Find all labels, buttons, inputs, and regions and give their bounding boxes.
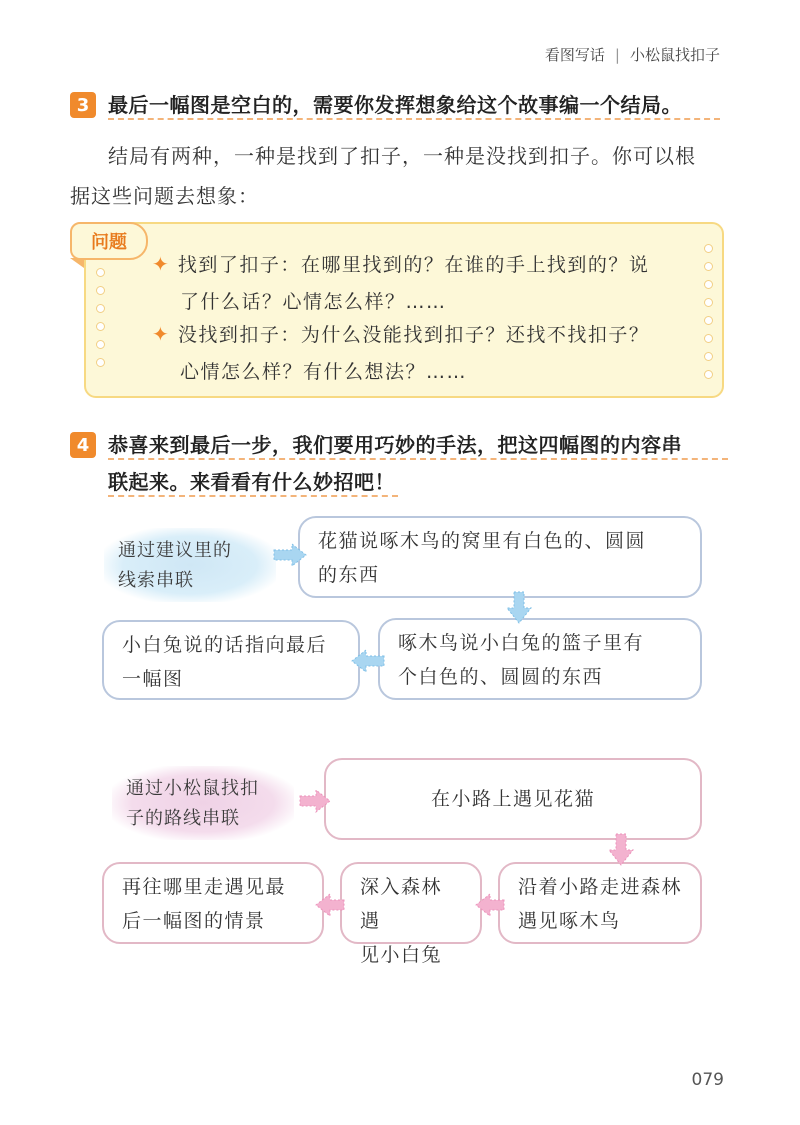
flow2-cloud — [112, 766, 294, 840]
binder-hole — [704, 244, 713, 253]
binder-hole — [96, 304, 105, 313]
step-4-badge: 4 — [70, 432, 96, 458]
binder-hole — [96, 340, 105, 349]
step-3-heading: 最后一幅图是空白的，需要你发挥想象给这个故事编一个结局。 — [108, 93, 682, 117]
flow2-cloud-line1: 通过小松鼠找扣 — [126, 778, 259, 799]
binder-hole — [96, 268, 105, 277]
binder-hole — [96, 286, 105, 295]
flow2-box-3-line2: 见小白兔 — [360, 944, 443, 966]
flow2-box-2-line1: 沿着小路走进森林 — [518, 876, 683, 898]
flow2-cloud-line2: 子的路线串联 — [126, 808, 240, 829]
binder-hole — [704, 298, 713, 307]
question-tab-fold — [70, 258, 84, 268]
flow2-box-2-line2: 遇见啄木鸟 — [518, 910, 621, 932]
flow1-cloud-line2: 线索串联 — [118, 570, 194, 591]
binder-hole — [704, 262, 713, 271]
header-title: 小松鼠找扣子 — [629, 46, 720, 64]
step-3-para-line2: 据这些问题去想象： — [70, 184, 259, 208]
step-4-heading-line1: 恭喜来到最后一步，我们要用巧妙的手法，把这四幅图的内容串 — [108, 433, 682, 457]
flow2-box-4 — [102, 862, 324, 944]
flow1-box-1 — [298, 516, 702, 598]
question-item-2 — [152, 315, 649, 354]
step-4-heading-line2: 联起来。来看看有什么妙招吧！ — [108, 470, 395, 494]
binder-hole — [704, 370, 713, 379]
step-3-badge: 3 — [70, 92, 96, 118]
binder-hole — [704, 352, 713, 361]
flow2-box-4-line2: 后一幅图的情景 — [122, 910, 266, 932]
step-4-underline-1 — [108, 458, 728, 460]
question-item-1-line1: 找到了扣子：在哪里找到的？在谁的手上找到的？说 — [177, 254, 650, 276]
star-icon: ✦ — [152, 322, 171, 346]
flow1-box-2 — [378, 618, 702, 700]
star-icon: ✦ — [152, 252, 171, 276]
flow1-box-3 — [102, 620, 360, 700]
step-3-para-line1: 结局有两种，一种是找到了扣子，一种是没找到扣子。你可以根 — [108, 144, 696, 168]
header-separator: | — [614, 45, 620, 64]
step-4-underline-2 — [108, 495, 398, 497]
left-arrow-icon — [350, 646, 388, 676]
header-section: 看图写话 — [544, 46, 605, 64]
right-arrow-icon — [296, 786, 334, 816]
flow1-box-1-line2: 的东西 — [318, 564, 380, 586]
flow1-box-3-line2: 一幅图 — [122, 668, 184, 690]
left-arrow-icon — [474, 890, 508, 920]
binder-hole — [96, 322, 105, 331]
flow1-cloud-line1: 通过建议里的 — [118, 540, 232, 561]
question-tab: 问题 — [70, 222, 148, 260]
question-item-1-line2: 了什么话？心情怎么样？…… — [180, 291, 447, 313]
flow2-box-1-text: 在小路上遇见花猫 — [430, 788, 595, 810]
flow1-cloud — [104, 528, 276, 602]
left-arrow-icon — [314, 890, 348, 920]
step-3-underline — [108, 118, 720, 120]
down-arrow-icon — [504, 590, 534, 626]
flow2-box-3-line1: 深入森林遇 — [360, 876, 443, 932]
flow2-box-4-line1: 再往哪里走遇见最 — [122, 876, 287, 898]
question-item-1 — [152, 245, 649, 284]
binder-hole — [704, 280, 713, 289]
binder-hole — [704, 316, 713, 325]
question-item-2-line1: 没找到扣子：为什么没能找到扣子？还找不找扣子？ — [177, 324, 650, 346]
down-arrow-icon — [606, 832, 636, 868]
right-arrow-icon — [270, 540, 310, 570]
flow1-box-2-line2: 个白色的、圆圆的东西 — [398, 666, 604, 688]
flow2-box-3 — [340, 862, 482, 966]
flow1-box-3-line1: 小白兔说的话指向最后 — [122, 634, 328, 656]
flow2-box-2 — [498, 862, 702, 944]
flow2-box-1 — [324, 758, 702, 840]
question-item-2-line2: 心情怎么样？有什么想法？…… — [180, 361, 468, 383]
flow1-box-1-line1: 花猫说啄木鸟的窝里有白色的、圆圆 — [318, 530, 647, 552]
binder-hole — [704, 334, 713, 343]
page-number: 079 — [691, 1070, 724, 1090]
page-header — [545, 44, 720, 65]
binder-hole — [96, 358, 105, 367]
flow1-box-2-line1: 啄木鸟说小白兔的篮子里有 — [398, 632, 645, 654]
